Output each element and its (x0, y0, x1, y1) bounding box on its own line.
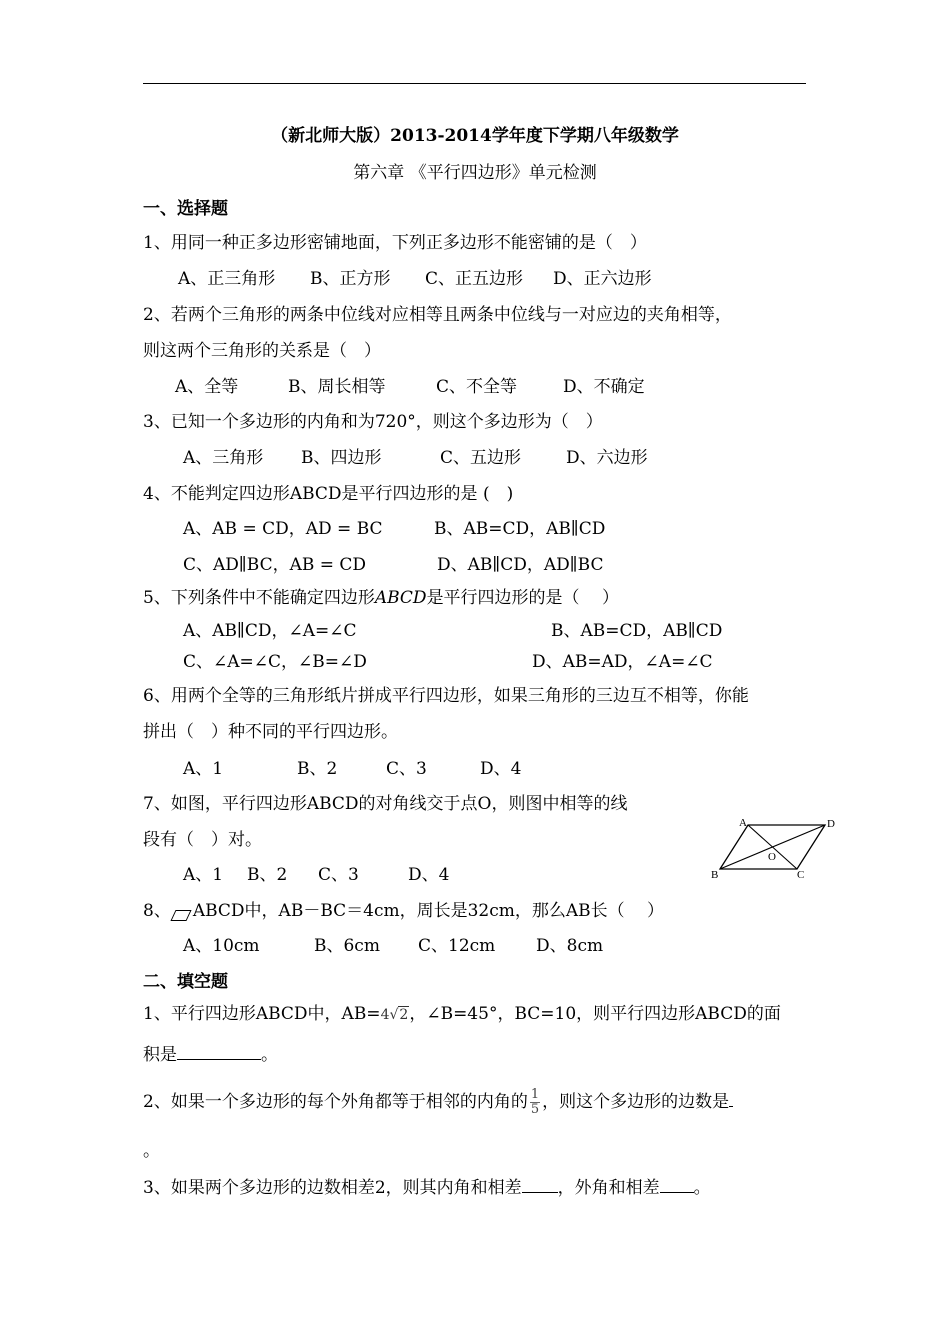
label-a: A (739, 817, 747, 829)
q8-option-a: A、10cm (183, 936, 260, 956)
question-7-line2: 段有（ ）对。 (143, 830, 262, 850)
label-d: D (827, 818, 835, 830)
answer-blank-area[interactable] (177, 1042, 261, 1060)
question-1: 1、用同一种正多边形密铺地面，下列正多边形不能密铺的是（ ） (143, 233, 647, 253)
q3-option-b: B、四边形 (301, 448, 382, 468)
q6-option-b: B、2 (297, 759, 338, 779)
q4-option-d: D、AB∥CD，AD∥BC (437, 555, 604, 575)
q1-option-d: D、正六边形 (553, 269, 652, 289)
q5-quad-name: ABCD (374, 588, 427, 608)
q7-option-d: D、4 (408, 865, 450, 885)
q2-option-d: D、不确定 (563, 377, 645, 397)
section-fill-heading: 二、填空题 (143, 972, 228, 992)
fill-question-3: 3、如果两个多边形的边数相差2，则其内角和相差 ，外角和相差 。 (143, 1175, 711, 1199)
q2-option-c: C、不全等 (436, 377, 518, 397)
question-7-line1: 7、如图，平行四边形ABCD的对角线交于点O，则图中相等的线 (143, 794, 628, 814)
q2-option-a: A、全等 (175, 377, 239, 397)
question-2-line2: 则这两个三角形的关系是（ ） (143, 341, 381, 361)
q2-option-b: B、周长相等 (288, 377, 386, 397)
q8-option-b: B、6cm (314, 936, 380, 956)
q4-option-a: A、AB = CD，AD = BC (183, 519, 383, 539)
q4-option-b: B、AB=CD，AB∥CD (434, 519, 606, 539)
q5-option-c: C、∠A=∠C，∠B=∠D (183, 652, 367, 672)
parallelogram-figure (705, 812, 840, 884)
q1-option-c: C、正五边形 (425, 269, 524, 289)
q3-option-a: A、三角形 (183, 448, 264, 468)
q1-option-b: B、正方形 (310, 269, 391, 289)
question-8: 8、 ABCD中，AB－BC＝4cm，周长是32cm，那么AB长（ ） (143, 901, 665, 921)
q8-option-c: C、12cm (418, 936, 496, 956)
q6-option-c: C、3 (386, 759, 427, 779)
q5-option-b: B、AB=CD，AB∥CD (551, 621, 723, 641)
answer-blank-sides[interactable] (729, 1089, 733, 1107)
q8-option-d: D、8cm (536, 936, 604, 956)
q3-option-d: D、六边形 (566, 448, 648, 468)
question-3: 3、已知一个多边形的内角和为720°，则这个多边形为（ ） (143, 412, 603, 432)
fill-question-1-line2: 积是 。 (143, 1042, 278, 1066)
fraction-one-fifth: $\frac{1}{5}$ (530, 1087, 540, 1117)
answer-blank-exterior[interactable] (660, 1175, 694, 1193)
fill-question-2-line1: 2、如果一个多边形的每个外角都等于相邻的内角的 $\frac{1}{5}$ ，则这个多边形的边数是 (143, 1088, 733, 1117)
parallelogram-icon (170, 910, 191, 921)
question-6-line1: 6、用两个全等的三角形纸片拼成平行四边形，如果三角形的三边互不相等，你能 (143, 686, 749, 706)
q5-option-d: D、AB=AD，∠A=∠C (532, 652, 713, 672)
fill-question-1-line1: 1、平行四边形ABCD中，AB=4√2，∠B=45°，BC=10，则平行四边形ABCD的面 (143, 1004, 781, 1024)
fill-question-2-line2: 。 (143, 1141, 160, 1161)
question-6-line2: 拼出（ ）种不同的平行四边形。 (143, 722, 398, 742)
sqrt-expression: 4√2 (380, 1007, 409, 1023)
q7-option-b: B、2 (247, 865, 288, 885)
q5-option-a: A、AB∥CD，∠A=∠C (183, 621, 357, 641)
question-2-line1: 2、若两个三角形的两条中位线对应相等且两条中位线与一对应边的夹角相等， (143, 305, 732, 325)
document-title: （新北师大版）2013-2014学年度下学期八年级数学 (271, 126, 679, 146)
label-b: B (711, 869, 719, 881)
section-choice-heading: 一、选择题 (143, 199, 228, 219)
label-c: C (797, 869, 805, 881)
question-4: 4、不能判定四边形ABCD是平行四边形的是 ( ) (143, 484, 514, 504)
q3-option-c: C、五边形 (440, 448, 522, 468)
q7-option-c: C、3 (318, 865, 359, 885)
answer-blank-interior[interactable] (522, 1175, 558, 1193)
document-subtitle: 第六章 《平行四边形》单元检测 (353, 163, 597, 183)
q7-option-a: A、1 (183, 865, 224, 885)
q4-option-c: C、AD∥BC，AB = CD (183, 555, 367, 575)
label-o: O (768, 851, 776, 863)
q6-option-a: A、1 (183, 759, 224, 779)
question-5: 5、下列条件中不能确定四边形ABCD是平行四边形的是（ ） (143, 588, 619, 608)
q6-option-d: D、4 (480, 759, 522, 779)
header-rule (143, 83, 806, 84)
q1-option-a: A、正三角形 (178, 269, 276, 289)
